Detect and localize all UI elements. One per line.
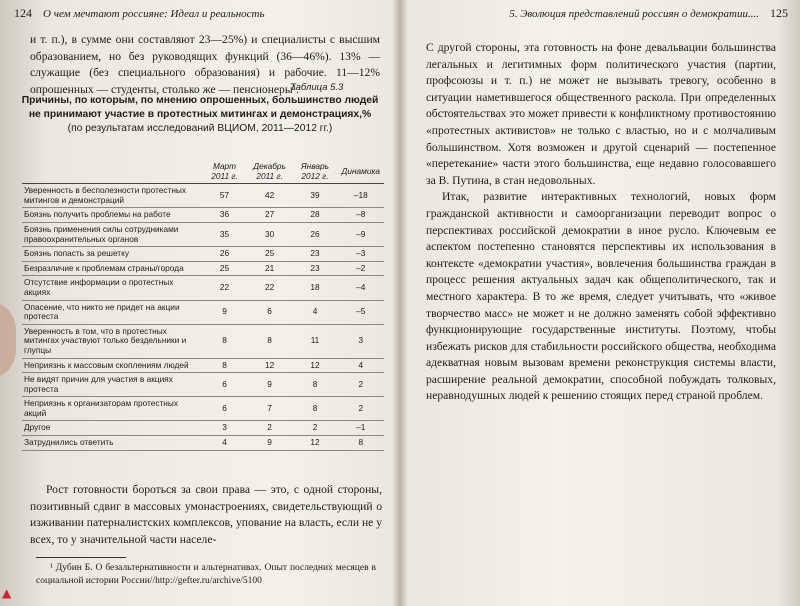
row-label: Уверенность в бесполезности протестных митингов и демонстраций (22, 184, 202, 208)
left-bottom-paragraph: Рост готовности бороться за свои права — это, с одной стороны, позитивный сдвиг в массовых умонастроениях, свидетельствующий о изживании патерналистских комплексов, упование на власть, если не у всех, то у значительной части населе- (30, 483, 382, 546)
row-label: Опасение, что никто не придет на акции протеста (22, 300, 202, 324)
row-value: 26 (202, 247, 246, 262)
row-label: Неприязнь к организаторам протестных акций (22, 397, 202, 421)
row-value: 12 (292, 436, 337, 451)
row-value: 11 (292, 324, 337, 358)
row-value: 6 (247, 300, 293, 324)
row-value: 2 (292, 421, 337, 436)
table-row (22, 421, 384, 436)
row-value: 9 (247, 373, 293, 397)
table-title (20, 94, 380, 136)
row-value: 4 (338, 358, 384, 373)
row-value: 2 (338, 397, 384, 421)
row-value: 22 (247, 276, 293, 300)
right-running-head (509, 6, 788, 21)
table-row (22, 208, 384, 223)
table-row (22, 261, 384, 276)
header-cell: Март 2011 г. (202, 160, 246, 184)
row-value: 39 (292, 184, 337, 208)
row-value: –2 (338, 261, 384, 276)
row-value: 3 (202, 421, 246, 436)
row-value: 8 (202, 324, 246, 358)
row-value: –1 (338, 421, 384, 436)
row-value: –8 (338, 208, 384, 223)
header-cell: Динамика (338, 160, 384, 184)
right-page (402, 0, 800, 606)
row-value: –18 (338, 184, 384, 208)
table-row (22, 184, 384, 208)
footnote-rule (36, 557, 126, 558)
row-value: 9 (202, 300, 246, 324)
table-header-row (22, 160, 384, 184)
header-cell: Декабрь 2011 г. (247, 160, 293, 184)
row-value: –9 (338, 222, 384, 246)
row-value: 3 (338, 324, 384, 358)
row-value: 26 (292, 222, 337, 246)
row-value: 27 (247, 208, 293, 223)
left-running-head (14, 6, 265, 21)
left-page-number: 124 (14, 6, 32, 20)
table-row (22, 222, 384, 246)
right-paragraph-2: Итак, развитие интерактивных технологий, новых форм гражданской активности и самоорганизации переводит вопрос о перспективах российской демократии в иное русло. Ключевым ее аспектом постепенно становятся перспективы их использования в контексте «демократии участия», вовлечения большинства граждан в процесс решения актуальных задач как общеполитического, так и местного характера. В то же время, следует учитывать, что «живое творчество масс» не может и не должно заменять собой эффективно функционирующие государственные институты. Поэтому, чтобы избежать рисков для стабильности российского общества, необходима адекватная новым вызовам времени реконструкция системы власти, расширение реальной демократии, способной побуждать толковых, неравнодушных людей к решению стоящих перед страной проблем. (426, 190, 776, 403)
row-value: 25 (202, 261, 246, 276)
row-value: 2 (247, 421, 293, 436)
table-body (22, 184, 384, 450)
row-value: 23 (292, 261, 337, 276)
row-label: Уверенность в том, что в протестных митингах участвуют только бездельники и глупцы (22, 324, 202, 358)
row-value: 8 (292, 373, 337, 397)
row-value: 28 (292, 208, 337, 223)
row-value: 4 (292, 300, 337, 324)
right-paragraph-1: С другой стороны, эта готовность на фоне девальвации большинства легальных и легитимных форм политического участия (партии, профсоюзы и т. п.) не может не вызывать тревогу, особенно в ситуации наметившегося общественного раскола. При определенных обстоятельствах это может привести к конфликтному противостоянию «протестных активистов» не только с властью, но и с молчаливым большинством. Хотя возможен и другой сценарий — постепенное «перетекание» части этого большинства, еще недавно голосовавшего за В. Путина, в стан недовольных. (426, 41, 776, 187)
footnote: ¹ Дубин Б. О безальтернативности и альтернативах. Опыт последних месяцев в социальной истории России//http://gefter.ru/archive/5100 (36, 563, 376, 586)
row-value: 8 (292, 397, 337, 421)
row-value: 6 (202, 373, 246, 397)
table-row (22, 300, 384, 324)
row-value: –5 (338, 300, 384, 324)
table-row (22, 324, 384, 358)
row-label: Боязнь применения силы сотрудниками правоохранительных органов (22, 222, 202, 246)
corner-mark-icon: ▲ (2, 586, 12, 600)
row-value: 8 (338, 436, 384, 451)
row-value: –3 (338, 247, 384, 262)
header-cell: Январь 2012 г. (292, 160, 337, 184)
row-value: 23 (292, 247, 337, 262)
survey-table (22, 160, 384, 451)
row-label: Безразличие к проблемам страны/города (22, 261, 202, 276)
row-value: 36 (202, 208, 246, 223)
row-label: Боязнь получить проблемы на работе (22, 208, 202, 223)
row-value: 22 (202, 276, 246, 300)
row-label: Отсутствие информации о протестных акциях (22, 276, 202, 300)
table-subtitle: (по результатам исследований ВЦИОМ, 2011—2012 гг.) (67, 123, 333, 134)
row-value: 2 (338, 373, 384, 397)
row-value: 9 (247, 436, 293, 451)
header-cell (22, 160, 202, 184)
table-row (22, 358, 384, 373)
right-body-text (426, 40, 776, 405)
row-value: 8 (247, 324, 293, 358)
row-value: 42 (247, 184, 293, 208)
row-value: 12 (247, 358, 293, 373)
row-label: Затруднились ответить (22, 436, 202, 451)
row-value: 18 (292, 276, 337, 300)
table-row (22, 373, 384, 397)
table-title-text: Причины, по которым, по мнению опрошенных, большинство людей не принимают участие в протестных митингах и демонстрациях,% (21, 95, 379, 120)
left-page (0, 0, 398, 606)
row-value: –4 (338, 276, 384, 300)
row-label: Не видят причин для участия в акциях протеста (22, 373, 202, 397)
left-top-paragraph: и т. п.), в сумме они составляют 23—25%) и специалисты с высшим образованием, но без руководящих функций (36—46%). 13% — служащие (без специального образования) и рабочие. 11—12% опрошенных — студенты, столько же — пенсионеры¹. (30, 33, 380, 96)
table-row (22, 276, 384, 300)
row-value: 57 (202, 184, 246, 208)
row-value: 21 (247, 261, 293, 276)
table-row (22, 397, 384, 421)
row-value: 7 (247, 397, 293, 421)
row-value: 12 (292, 358, 337, 373)
row-value: 6 (202, 397, 246, 421)
row-value: 4 (202, 436, 246, 451)
row-value: 30 (247, 222, 293, 246)
row-label: Другое (22, 421, 202, 436)
row-value: 25 (247, 247, 293, 262)
table-label: Таблица 5.3 (290, 82, 344, 93)
table-row (22, 436, 384, 451)
row-label: Боязнь попасть за решетку (22, 247, 202, 262)
right-page-number: 125 (770, 6, 788, 20)
row-value: 8 (202, 358, 246, 373)
table-row (22, 247, 384, 262)
right-running-head-text: 5. Эволюция представлений россиян о демократии.... (509, 8, 759, 20)
row-label: Неприязнь к массовым скоплениям людей (22, 358, 202, 373)
left-running-head-text: О чем мечтают россияне: Идеал и реальность (43, 8, 265, 20)
row-value: 35 (202, 222, 246, 246)
